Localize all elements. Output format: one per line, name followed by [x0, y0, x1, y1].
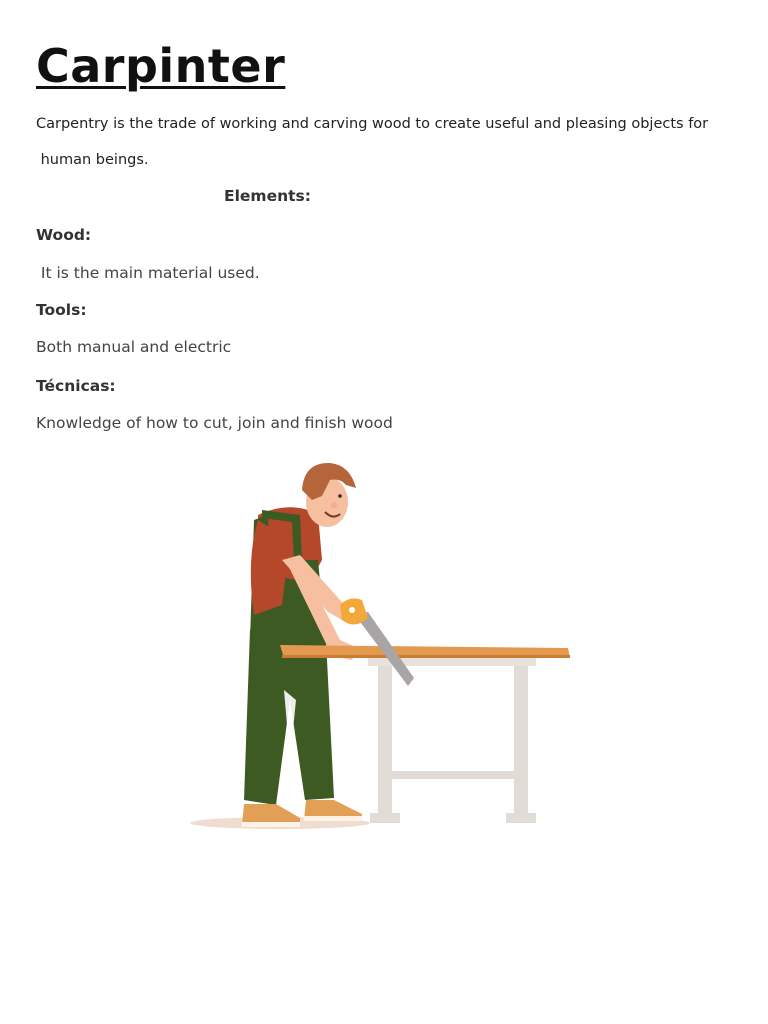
tools-text: Both manual and electric: [36, 338, 232, 356]
intro-line-2: human beings.: [36, 152, 149, 168]
carpenter-sawing-wood-icon: [180, 455, 580, 835]
workbench: [368, 657, 536, 823]
elements-heading: Elements:: [224, 187, 311, 205]
hand-saw: [340, 598, 414, 686]
techniques-text: Knowledge of how to cut, join and finish wood: [36, 414, 393, 432]
intro-line-1: Carpentry is the trade of working and carving wood to create useful and pleasing objects for: [36, 116, 709, 132]
tools-label: Tools:: [36, 301, 87, 319]
techniques-label: Técnicas:: [36, 377, 116, 395]
wood-label: Wood:: [36, 226, 92, 244]
page-title: Carpinter: [36, 39, 286, 93]
wood-text: It is the main material used.: [36, 264, 260, 282]
carpenter-illustration: [180, 455, 580, 839]
intro-paragraph: [36, 106, 736, 178]
